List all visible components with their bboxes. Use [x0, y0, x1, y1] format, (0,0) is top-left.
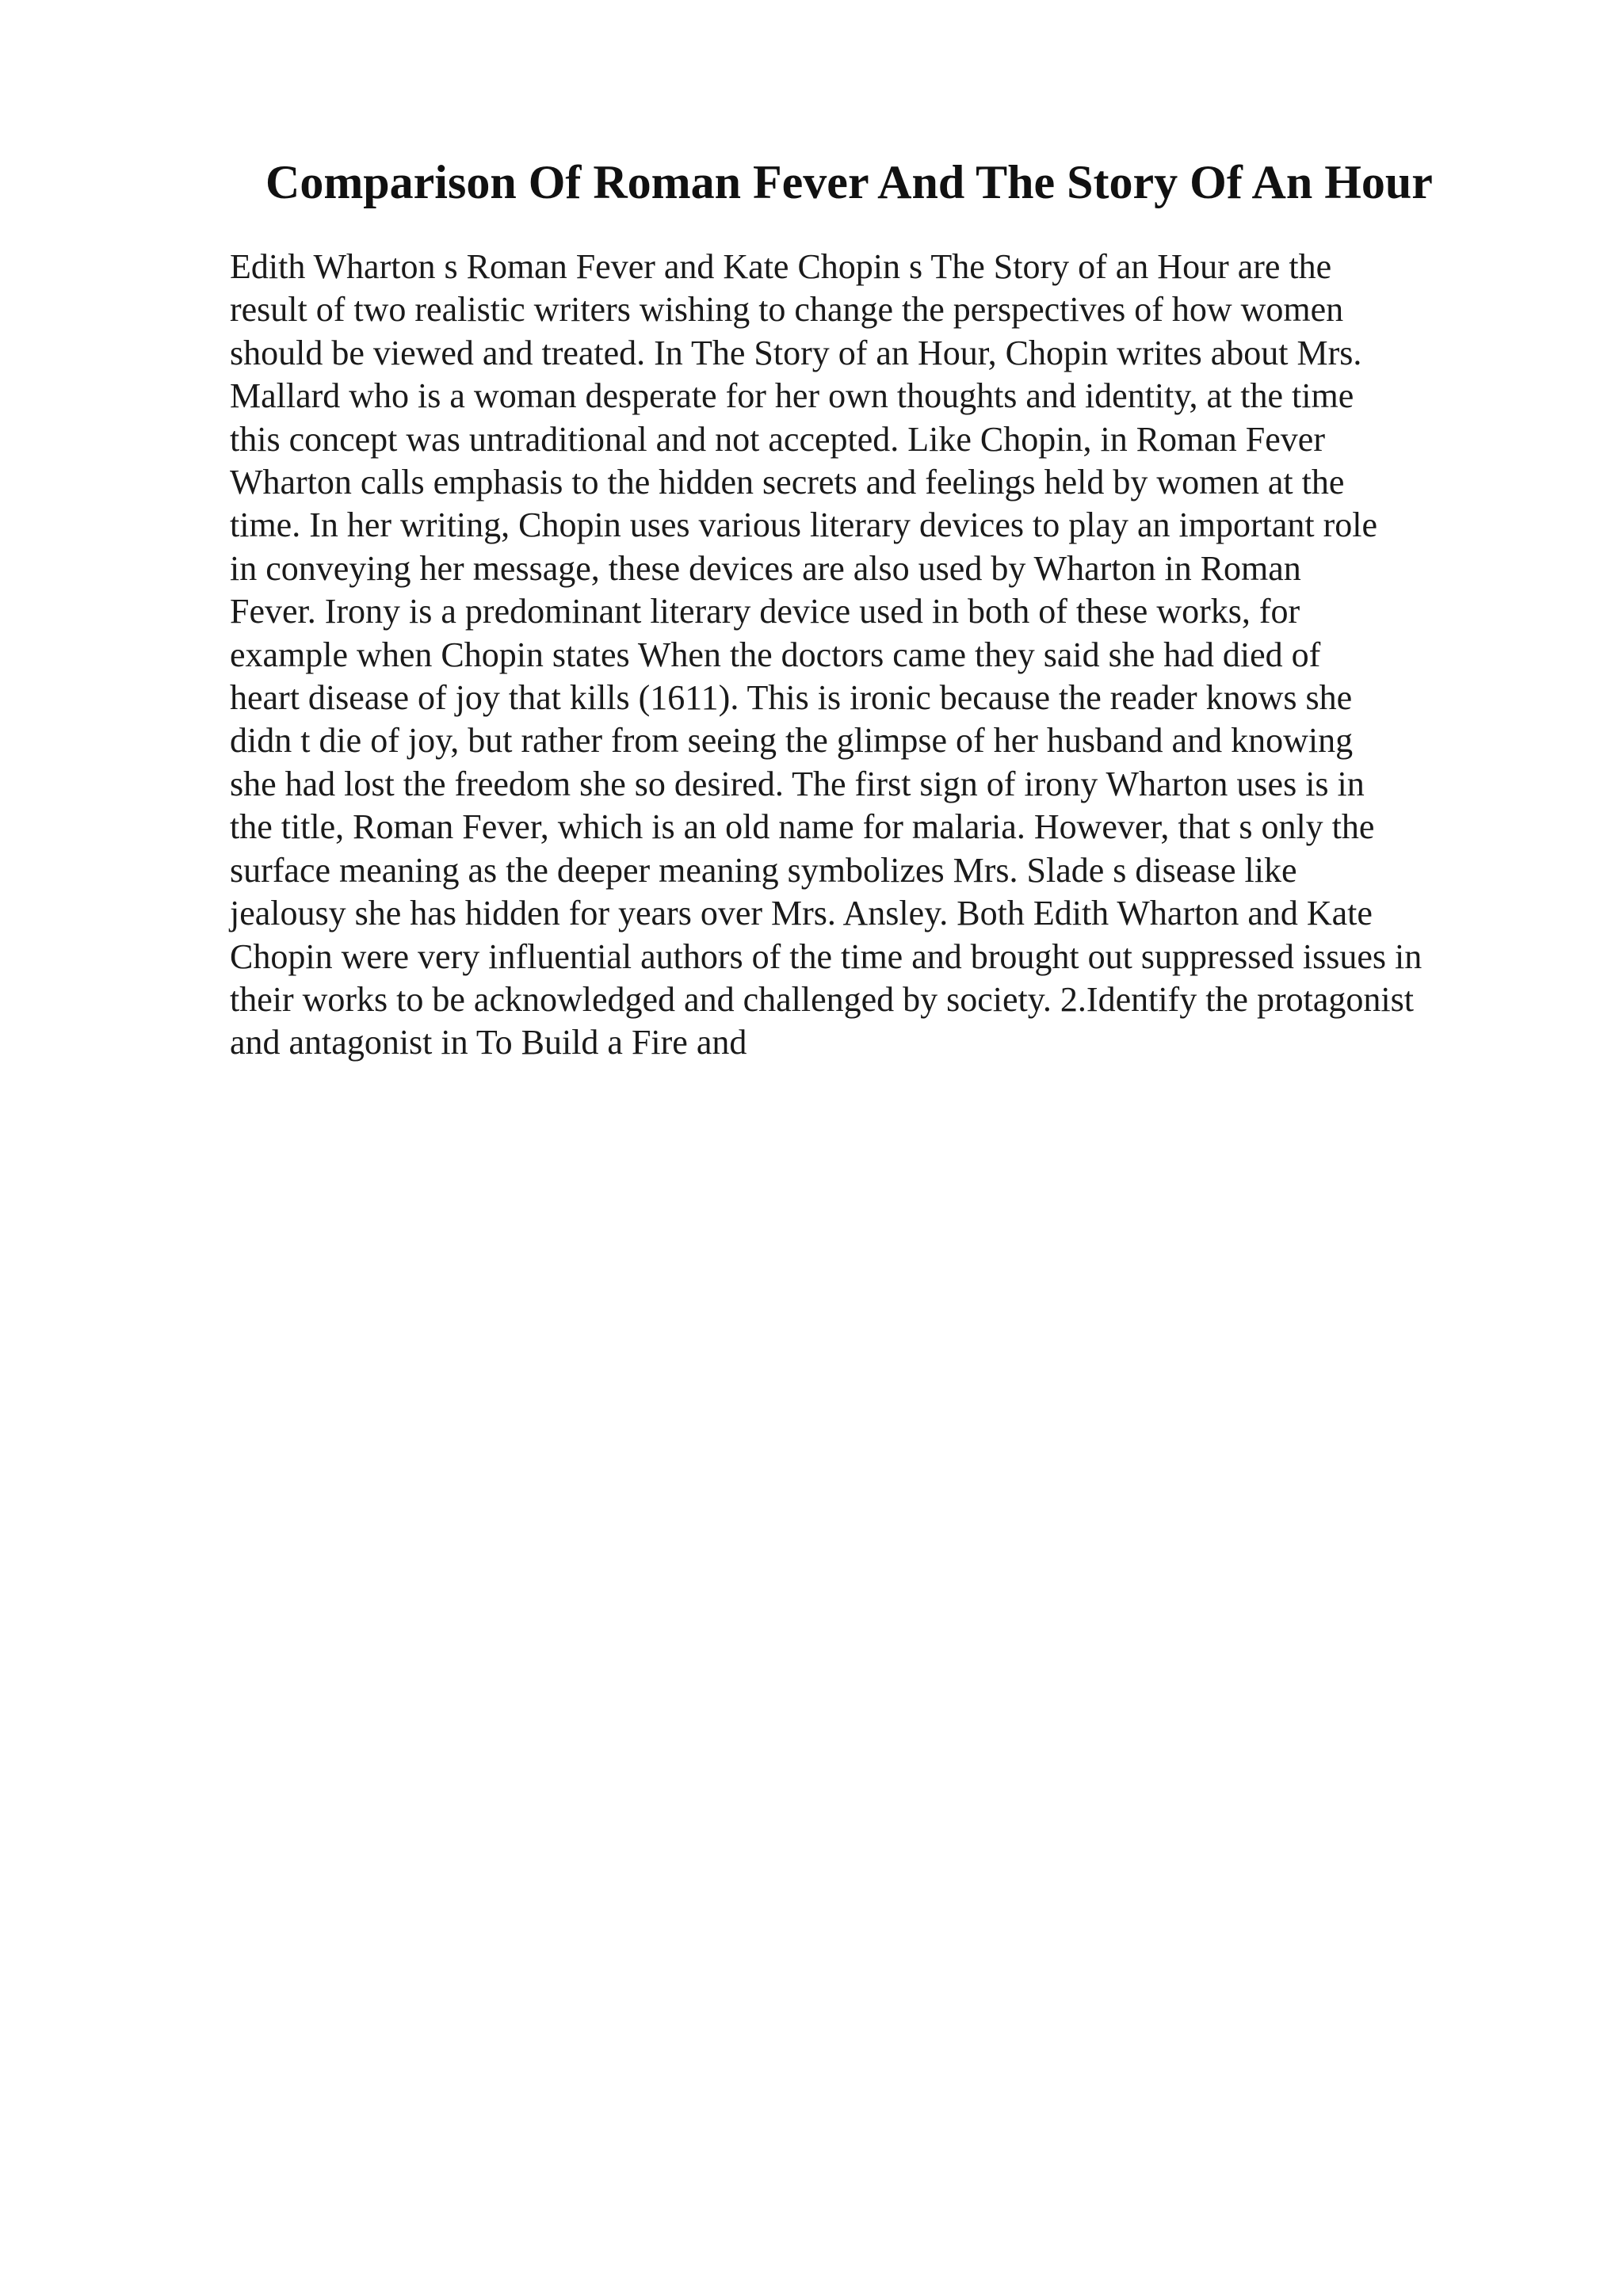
text-line: heart disease of joy that kills (1611). This is ironic because the reader knows she	[230, 678, 1353, 718]
text-line: didn t die of joy, but rather from seeing the glimpse of her husband and knowing	[230, 721, 1354, 761]
text-line: in conveying her message, these devices are also used by Wharton in Roman	[230, 548, 1301, 588]
text-line: Wharton calls emphasis to the hidden secrets and feelings held by women at the	[230, 463, 1345, 502]
text-line: example when Chopin states When the doctors came they said she had died of	[230, 635, 1321, 674]
page-title: Comparison Of Roman Fever And The Story Of An Hour	[265, 156, 1433, 208]
text-line: result of two realistic writers wishing to change the perspectives of how women	[230, 290, 1344, 330]
text-line: Fever. Irony is a predominant literary device used in both of these works, for	[230, 592, 1300, 631]
text-line: should be viewed and treated. In The Story of an Hour, Chopin writes about Mrs.	[230, 333, 1362, 372]
text-line: Chopin were very influential authors of the time and brought out suppressed issues in	[230, 936, 1423, 976]
body-paragraph	[230, 246, 1514, 1065]
text-line: jealousy she has hidden for years over Mrs. Ansley. Both Edith Wharton and Kate	[230, 894, 1373, 933]
text-line: Edith Wharton s Roman Fever and Kate Chopin s The Story of an Hour are the	[230, 247, 1332, 286]
text-line: she had lost the freedom she so desired. The first sign of irony Wharton uses is in	[230, 764, 1365, 803]
text-line: this concept was untraditional and not accepted. Like Chopin, in Roman Fever	[230, 419, 1325, 459]
text-line: surface meaning as the deeper meaning symbolizes Mrs. Slade s disease like	[230, 850, 1297, 890]
text-line: and antagonist in To Build a Fire and	[230, 1023, 747, 1062]
text-line: their works to be acknowledged and challenged by society. 2.Identify the protagonist	[230, 979, 1414, 1019]
text-line: the title, Roman Fever, which is an old name for malaria. However, that s only the	[230, 807, 1375, 847]
text-line: Mallard who is a woman desperate for her own thoughts and identity, at the time	[230, 376, 1354, 416]
text-line: time. In her writing, Chopin uses various literary devices to play an important role	[230, 505, 1377, 545]
